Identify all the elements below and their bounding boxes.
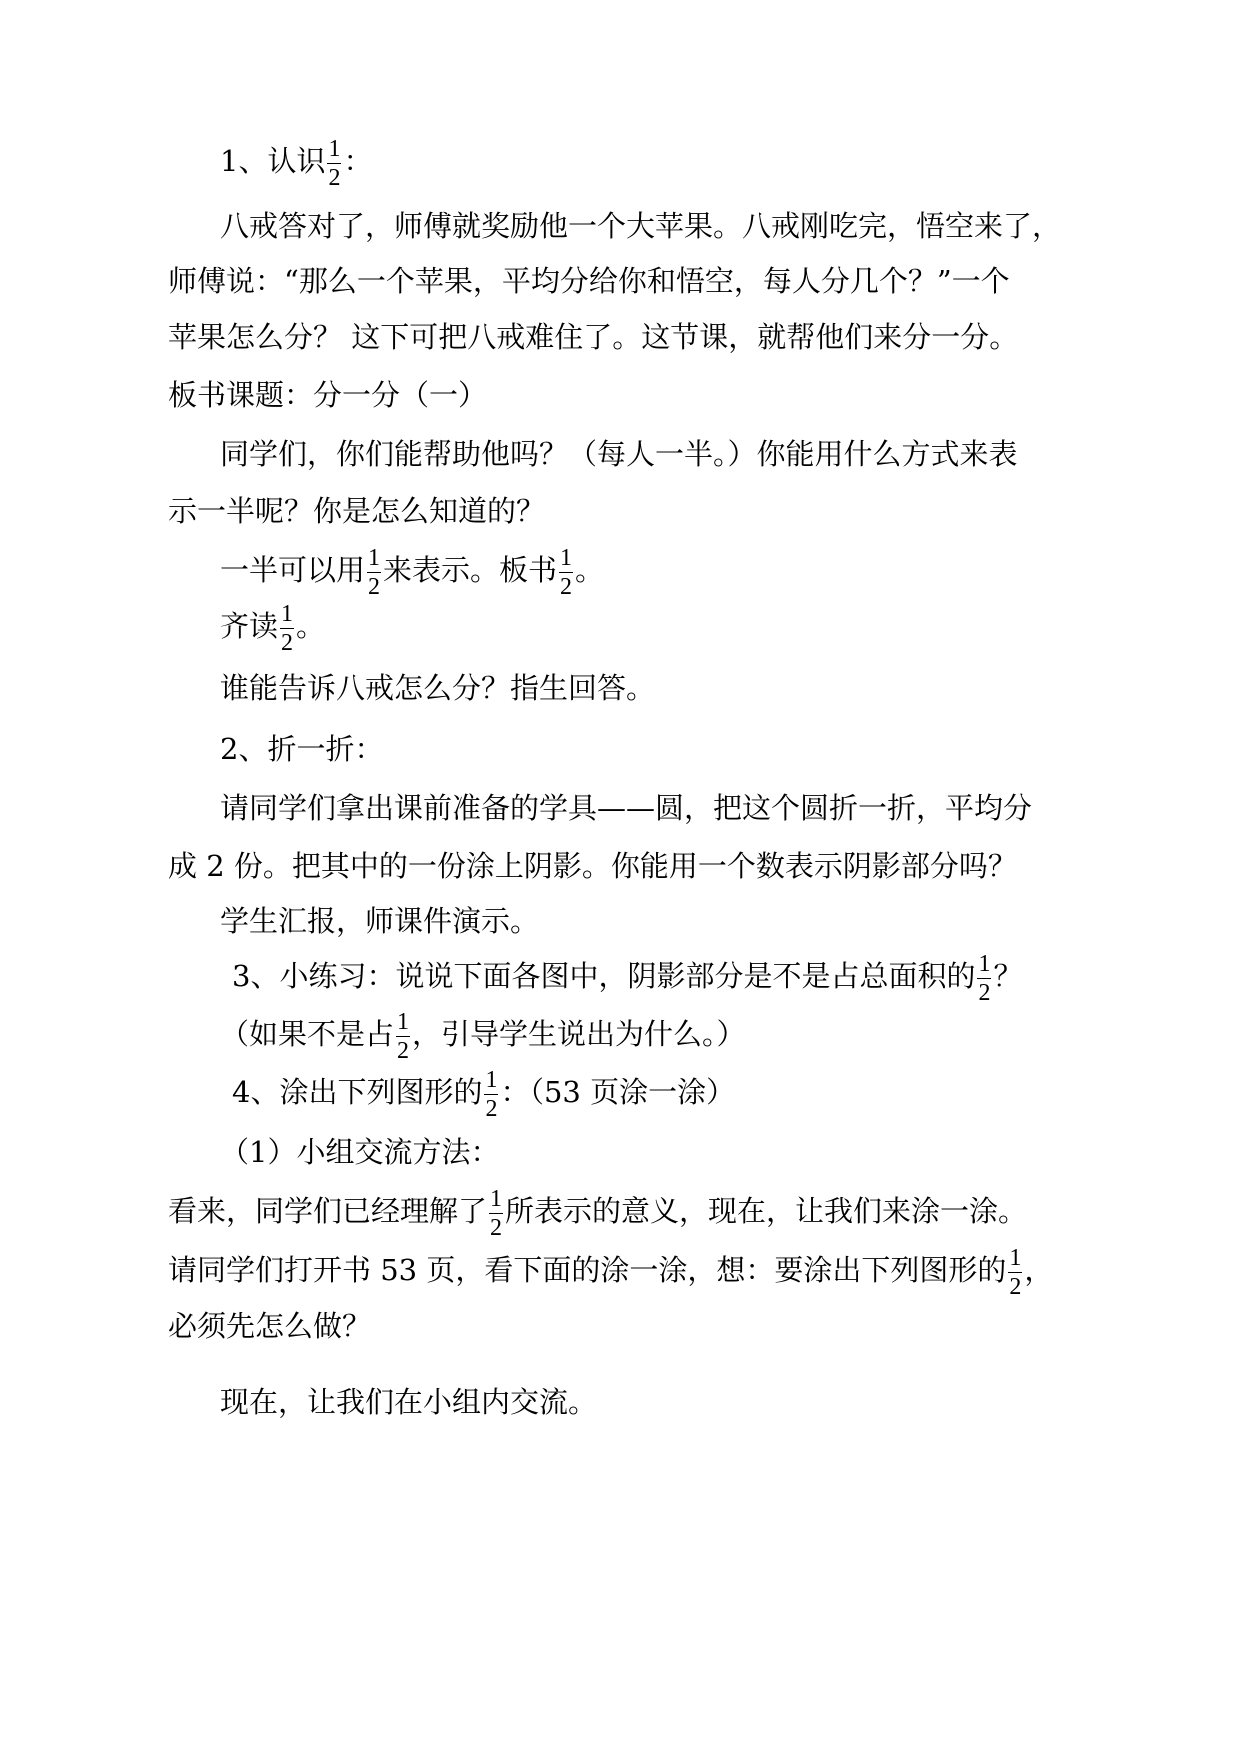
fraction-one-half: $\frac{1}{2}$ <box>328 135 341 191</box>
fraction-one-half: $\frac{1}{2}$ <box>485 1066 498 1122</box>
paragraph-line: 示一半呢？你是怎么知道的？ <box>168 493 546 528</box>
text-segment: ： <box>343 143 373 178</box>
paragraph-line: 学生汇报，师课件演示。 <box>220 903 540 938</box>
fraction-one-half: $\frac{1}{2}$ <box>490 1185 503 1241</box>
heading-3: 3、小练习：说说下面各图中，阴影部分是不是占总面积的 $\frac{1}{2}$ ？ <box>232 950 1023 1006</box>
paragraph-line: 师傅说：“那么一个苹果，平均分给你和悟空，每人分几个？”一个 <box>168 263 1010 298</box>
paragraph-line: 成 2 份。把其中的一份涂上阴影。你能用一个数表示阴影部分吗？ <box>168 848 1017 883</box>
paragraph-line: 苹果怎么分？ 这下可把八戒难住了。这节课，就帮他们来分一分。 <box>168 319 1019 354</box>
subheading: （1）小组交流方法： <box>220 1134 500 1169</box>
text-segment: 1、认识 <box>220 143 326 178</box>
paragraph-line: 谁能告诉八戒怎么分？指生回答。 <box>220 670 656 705</box>
paragraph-line: 现在，让我们在小组内交流。 <box>220 1384 598 1419</box>
heading-2: 2、折一折： <box>220 731 384 766</box>
paragraph-line: 必须先怎么做？ <box>168 1308 372 1343</box>
paragraph-line: 八戒答对了，师傅就奖励他一个大苹果。八戒刚吃完，悟空来了， <box>220 208 1062 243</box>
paragraph-line: 请同学们拿出课前准备的学具——圆，把这个圆折一折，平均分 <box>220 790 1033 825</box>
paragraph-line: （如果不是占 $\frac{1}{2}$ ，引导学生说出为什么。） <box>220 1008 746 1064</box>
paragraph-line: 齐读 $\frac{1}{2}$ 。 <box>220 600 326 656</box>
fraction-one-half: $\frac{1}{2}$ <box>397 1008 410 1064</box>
fraction-one-half: $\frac{1}{2}$ <box>560 544 573 600</box>
paragraph-line: 同学们，你们能帮助他吗？（每人一半。）你能用什么方式来表 <box>220 436 1018 471</box>
fraction-one-half: $\frac{1}{2}$ <box>978 950 991 1006</box>
fraction-one-half: $\frac{1}{2}$ <box>1009 1244 1022 1300</box>
paragraph-line: 板书课题：分一分（一） <box>168 377 488 412</box>
paragraph-line: 看来，同学们已经理解了 $\frac{1}{2}$ 所表示的意义，现在，让我们来涂一涂。 <box>168 1185 1028 1241</box>
paragraph-line: 请同学们打开书 53 页，看下面的涂一涂，想：要涂出下列图形的 $\frac{1}{2}$ ， <box>168 1244 1054 1300</box>
fraction-one-half: $\frac{1}{2}$ <box>368 544 381 600</box>
fraction-one-half: $\frac{1}{2}$ <box>281 600 294 656</box>
heading-4: 4、涂出下列图形的 $\frac{1}{2}$ ：（53 页涂一涂） <box>232 1066 736 1122</box>
paragraph-line: 一半可以用 $\frac{1}{2}$ 来表示。板书 $\frac{1}{2}$ 。 <box>220 544 605 600</box>
